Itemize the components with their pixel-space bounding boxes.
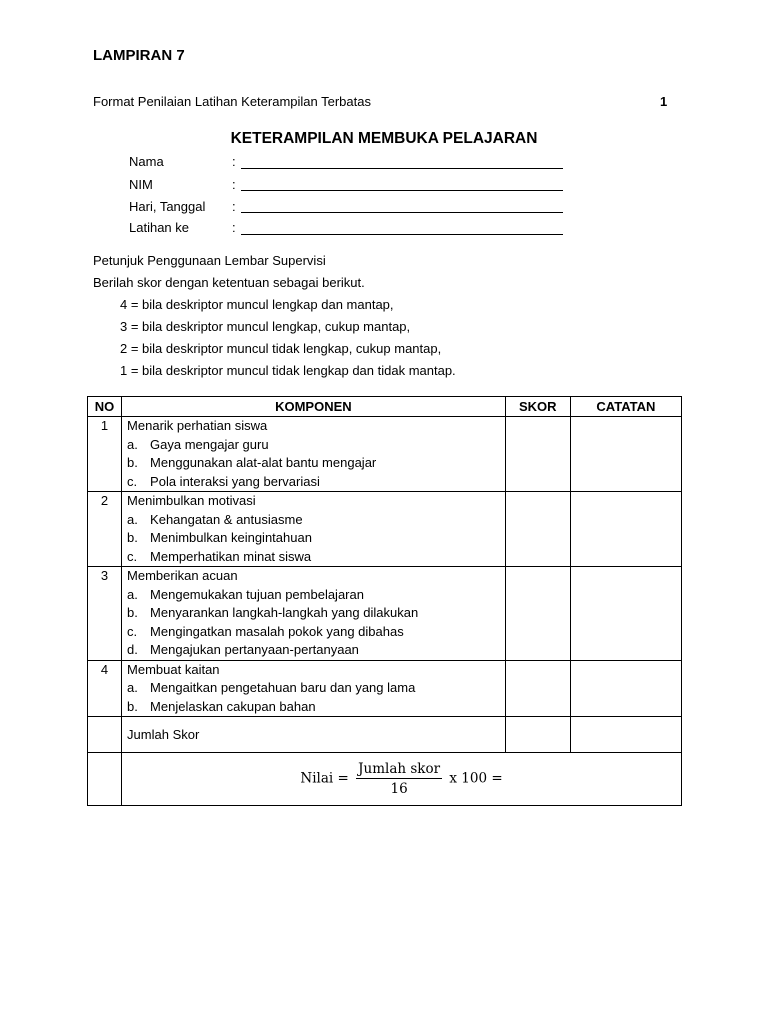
formula-numerator: Jumlah skor (358, 761, 441, 777)
appendix-label: LAMPIRAN 7 (93, 47, 185, 64)
table-row (88, 660, 682, 717)
table-header-row (88, 397, 682, 417)
header-komponen: KOMPONEN (122, 397, 506, 417)
field-line-hari-tanggal (241, 212, 563, 213)
score-cell[interactable] (505, 492, 570, 567)
descriptor-item: b. Menimbulkan keingintahuan (127, 530, 312, 545)
grade-formula (122, 753, 682, 806)
field-label-nama: Nama (129, 154, 164, 169)
component-title: Menimbulkan motivasi (127, 493, 256, 508)
row-number: 3 (88, 567, 122, 661)
empty-cell (88, 717, 122, 753)
notes-cell[interactable] (570, 417, 681, 492)
score-rule-3: 3 = bila deskriptor muncul lengkap, cukup mantap, (120, 319, 411, 334)
row-number: 2 (88, 492, 122, 567)
component-title: Membuat kaitan (127, 661, 220, 677)
table-row (88, 567, 682, 661)
field-colon: : (232, 199, 236, 214)
assessment-table (87, 396, 682, 806)
formula-row (88, 753, 682, 806)
formula-rhs: x 100 = (449, 770, 503, 787)
descriptor-item: c. Memperhatikan minat siswa (127, 548, 312, 564)
total-row (88, 717, 682, 753)
descriptor-item: b. Menggunakan alat-alat bantu mengajar (127, 455, 377, 470)
score-cell[interactable] (505, 660, 570, 717)
total-notes-cell[interactable] (570, 717, 681, 753)
empty-cell (88, 753, 122, 806)
formula-lhs: Nilai = (300, 770, 349, 787)
component-cell (122, 660, 506, 717)
table-row (88, 492, 682, 567)
form-format-title: Format Penilaian Latihan Keterampilan Terbatas (93, 94, 371, 109)
score-rule-4: 4 = bila deskriptor muncul lengkap dan mantap, (120, 297, 394, 312)
field-line-nim (241, 190, 563, 191)
header-catatan: CATATAN (570, 397, 681, 417)
field-label-nim: NIM (129, 177, 153, 192)
score-cell[interactable] (505, 567, 570, 661)
descriptor-item: a. Kehangatan & antusiasme (127, 511, 303, 527)
score-rule-1: 1 = bila deskriptor muncul tidak lengkap dan tidak mantap. (120, 363, 456, 378)
row-number: 1 (88, 417, 122, 492)
instructions-intro: Berilah skor dengan ketentuan sebagai berikut. (93, 275, 365, 290)
descriptor-item: a. Mengemukakan tujuan pembelajaran (127, 586, 364, 602)
component-cell (122, 492, 506, 567)
descriptor-item: d. Mengajukan pertanyaan-pertanyaan (127, 642, 359, 657)
notes-cell[interactable] (570, 567, 681, 661)
header-no: NO (88, 397, 122, 417)
field-line-nama (241, 168, 563, 169)
component-cell (122, 567, 506, 661)
total-score-label: Jumlah Skor (122, 717, 506, 753)
field-colon: : (232, 177, 236, 192)
header-skor: SKOR (505, 397, 570, 417)
descriptor-item: a. Mengaitkan pengetahuan baru dan yang lama (127, 680, 416, 695)
component-title: Menarik perhatian siswa (127, 418, 268, 433)
descriptor-item: c. Pola interaksi yang bervariasi (127, 473, 320, 489)
score-rule-2: 2 = bila deskriptor muncul tidak lengkap, cukup mantap, (120, 341, 442, 356)
field-colon: : (232, 220, 236, 235)
field-label-latihan-ke: Latihan ke (129, 220, 189, 235)
total-score-cell[interactable] (505, 717, 570, 753)
field-colon: : (232, 154, 236, 169)
score-cell[interactable] (505, 417, 570, 492)
table-row (88, 417, 682, 492)
field-line-latihan-ke (241, 234, 563, 235)
field-label-hari-tanggal: Hari, Tanggal (129, 199, 206, 214)
formula-denominator: 16 (390, 781, 408, 797)
component-cell (122, 417, 506, 492)
descriptor-item: b. Menyarankan langkah-langkah yang dilakukan (127, 605, 419, 620)
page-title: KETERAMPILAN MEMBUKA PELAJARAN (230, 130, 538, 147)
formula-fraction (356, 761, 442, 797)
instructions-heading: Petunjuk Penggunaan Lembar Supervisi (93, 253, 326, 268)
page-number: 1 (660, 94, 668, 109)
notes-cell[interactable] (570, 660, 681, 717)
descriptor-item: c. Mengingatkan masalah pokok yang dibahas (127, 623, 404, 639)
component-title: Memberikan acuan (127, 568, 238, 583)
descriptor-item: b. Menjelaskan cakupan bahan (127, 698, 316, 714)
notes-cell[interactable] (570, 492, 681, 567)
row-number: 4 (88, 660, 122, 717)
descriptor-item: a. Gaya mengajar guru (127, 436, 269, 452)
